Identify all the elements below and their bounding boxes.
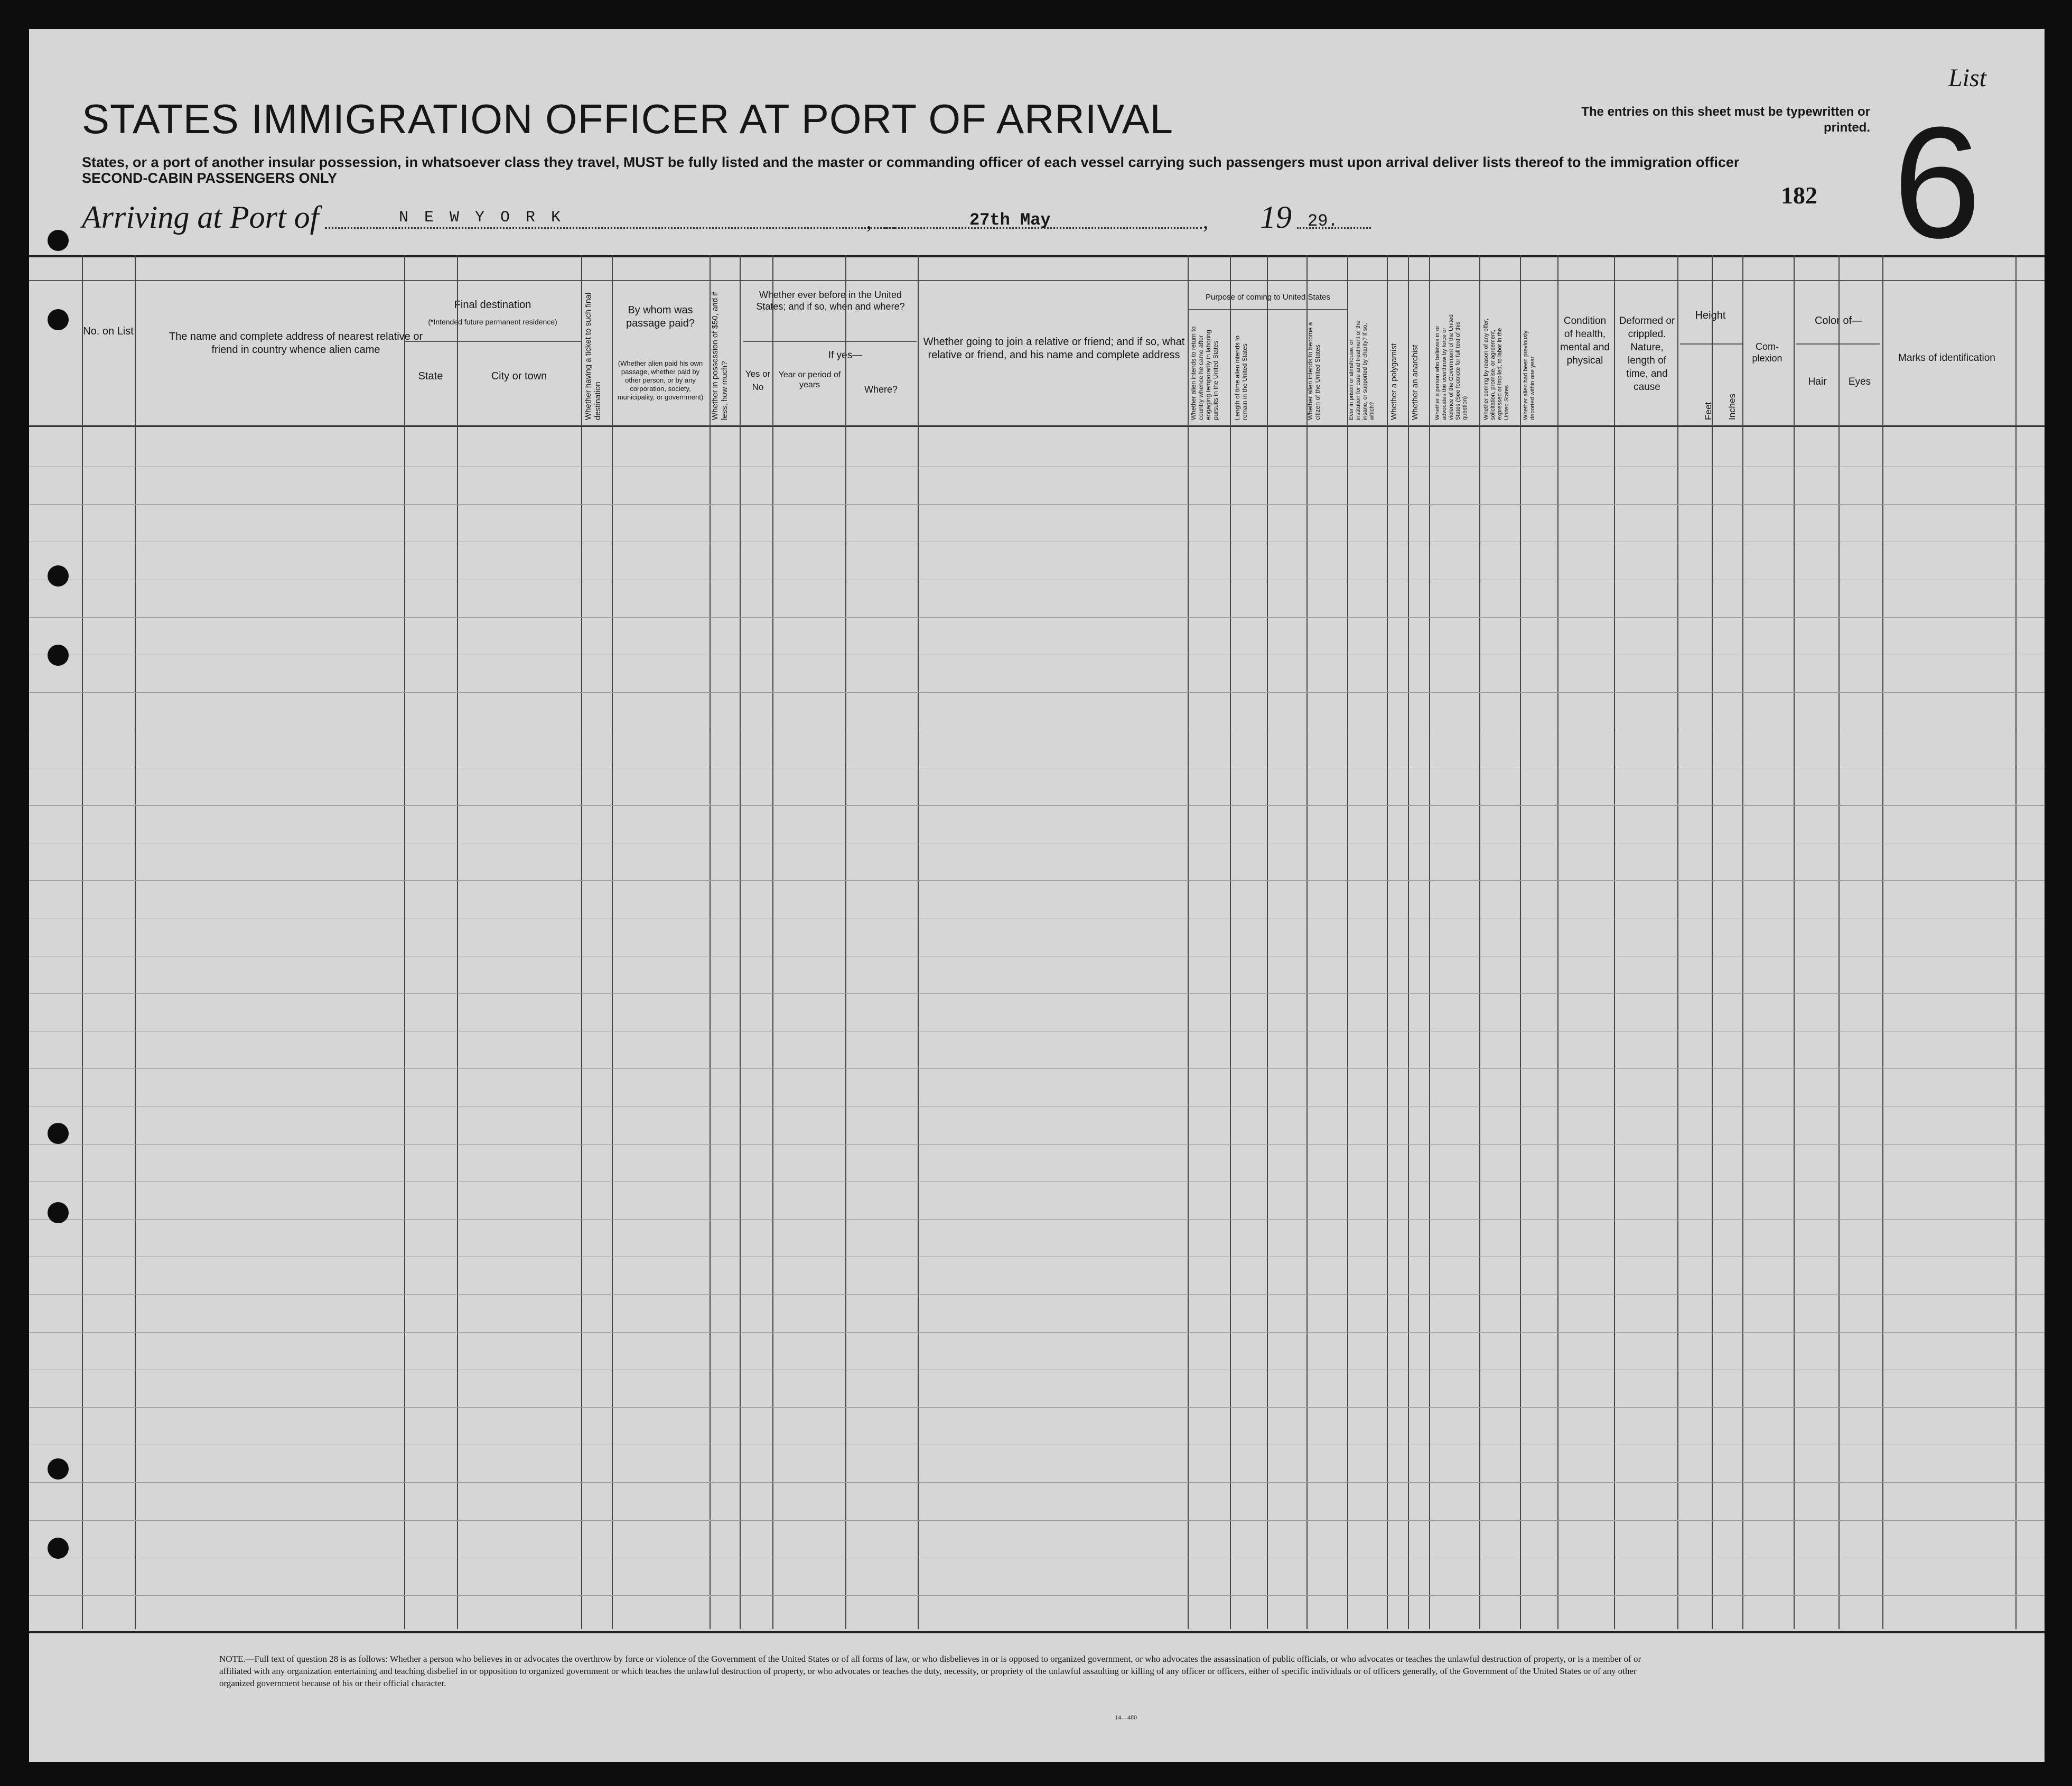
- column-rule: [1188, 255, 1189, 1629]
- entries-note: The entries on this sheet must be typewritten or printed.: [1581, 105, 1870, 135]
- instructions-line-1: States, or a port of another insular possession, in whatsoever class they travel, MUST be fully listed and the master or commanding officer of each vessel carrying such passengers must upon arrival deliver lists thereof to the immigration officer: [82, 154, 1740, 170]
- footnote-question-28: NOTE.—Full text of question 28 is as follows: Whether a person who believes in or advocates the overthrow by force or violence of the Government of the United States or of all forms of law, or who disbelieves in or is opposed to organized government, or who advocates the assassination of public officials, or who advocates or teaches the unlawful destruction of property, or is a member of or affiliated with any organization entertaining and teaching disbelief in or opposition to organized government or which teaches the unlawful destruction of property, or who advocates or teaches the duty, necessity, or propriety of the unlawful assaulting or killing of any officer or officers, either of specific individuals or of officers generally, of the Government of the United States or of any other organized government because of his or their official character.: [219, 1654, 1641, 1688]
- row-rule: [29, 504, 2045, 505]
- header-no-on-list: No. on List: [83, 325, 134, 337]
- row-rule: [29, 1595, 2045, 1596]
- header-passage: By whom was passage paid?: [626, 304, 695, 329]
- binder-hole: [48, 645, 69, 666]
- port-underline: [325, 227, 895, 229]
- row-rule: [29, 1482, 2045, 1483]
- column-rule: [772, 255, 773, 1629]
- header-final-destination: Final destination: [454, 299, 531, 311]
- comma-2: ,: [1203, 209, 1208, 233]
- column-rule: [404, 255, 405, 1629]
- header-question-28: Whether a person who believes in or advocates the overthrow by force or violence of the Government of the United States (See footnote for full text of this question): [1434, 314, 1468, 420]
- column-rule: [457, 255, 458, 1629]
- header-hair: Hair: [1808, 376, 1827, 387]
- binder-hole: [48, 1538, 69, 1559]
- row-rule: [29, 1219, 2045, 1220]
- row-rule: [29, 880, 2045, 881]
- height-rule: [1680, 343, 1742, 345]
- column-rule: [1306, 255, 1308, 1629]
- header-relative: The name and complete address of nearest relative or friend in country whence alien came: [169, 331, 423, 356]
- header-health: Condition of health, mental and physical: [1560, 315, 1610, 366]
- column-rule: [1838, 255, 1840, 1629]
- column-rule: [1742, 255, 1743, 1629]
- column-rule: [1267, 255, 1268, 1629]
- header-purpose-citizen: Whether alien intends to become a citizen of the United States: [1306, 322, 1321, 420]
- column-rule: [845, 255, 846, 1629]
- binder-hole: [48, 1123, 69, 1144]
- header-feet: Feet: [1703, 402, 1713, 420]
- row-rule: [29, 1144, 2045, 1145]
- row-rule: [29, 993, 2045, 994]
- year-prefix: 19: [1260, 200, 1292, 235]
- header-final-destination-note: (*Intended future permanent residence): [428, 318, 557, 326]
- header-question-29: Whether coming by reason of any offer, solicitation, promise, or agreement, expressed or implied, to labor in the United States: [1483, 319, 1510, 420]
- page-title: STATES IMMIGRATION OFFICER AT PORT OF ARRIVAL: [82, 96, 1174, 142]
- header-joining: Whether going to join a relative or friend; and if so, what relative or friend, and his name and complete address: [923, 336, 1185, 361]
- port-value: N E W Y O R K: [399, 209, 564, 227]
- column-rule: [1520, 255, 1521, 1629]
- header-money: Whether in possession of $50, and if less, how much?: [711, 292, 729, 420]
- color-rule: [1796, 343, 1880, 345]
- header-complexion: Com- plexion: [1752, 341, 1782, 364]
- header-marks: Marks of identification: [1898, 352, 1995, 364]
- header-city: City or town: [491, 370, 547, 382]
- header-height: Height: [1695, 310, 1726, 321]
- header-where: Where?: [864, 384, 898, 395]
- header-yes-or-no: Yes or No: [745, 369, 771, 392]
- column-rule: [1882, 255, 1883, 1629]
- column-rule: [1677, 255, 1678, 1629]
- column-rule: [581, 255, 582, 1629]
- header-purpose-return: Whether alien intends to return to country whence he came after engaging temporarily in laboring pursuits in the United States: [1190, 326, 1219, 420]
- sheet-number: 182: [1781, 182, 1817, 209]
- column-rule: [710, 255, 711, 1629]
- row-rule: [29, 1332, 2045, 1333]
- column-rule: [1408, 255, 1409, 1629]
- row-rule: [29, 692, 2045, 693]
- header-question-30: Whether alien had been previously deported within one year: [1523, 330, 1536, 420]
- column-rule: [1794, 255, 1795, 1629]
- date-value: 27th May: [969, 210, 1051, 230]
- dest-rule: [404, 341, 581, 342]
- column-rule: [1614, 255, 1615, 1629]
- binder-hole: [48, 565, 69, 587]
- header-purpose-length: Length of time alien intends to remain in the United States: [1234, 335, 1248, 420]
- header-polygamist: Whether a polygamist: [1389, 343, 1398, 420]
- purpose-rule: [1189, 309, 1347, 310]
- binder-hole: [48, 309, 69, 330]
- row-rule: [29, 1294, 2045, 1295]
- row-rule: [29, 617, 2045, 618]
- header-inches: Inches: [1727, 393, 1737, 420]
- header-purpose: Purpose of coming to United States: [1206, 293, 1330, 302]
- list-label: List: [1948, 64, 1986, 92]
- column-rule: [612, 255, 613, 1629]
- instructions-line-2: SECOND-CABIN PASSENGERS ONLY: [82, 170, 338, 186]
- column-rule: [1479, 255, 1480, 1629]
- binder-hole: [48, 230, 69, 251]
- column-rule: [1230, 255, 1231, 1629]
- form-code: 14—480: [1115, 1714, 1137, 1721]
- list-number: 6: [1893, 94, 1981, 271]
- binder-hole: [48, 1202, 69, 1223]
- header-passage-note: (Whether alien paid his own passage, whether paid by other person, or by any corporation, society, municipality, or government): [617, 359, 704, 401]
- header-deformed: Deformed or crippled. Nature, length of time, and cause: [1619, 315, 1675, 393]
- header-anarchist: Whether an anarchist: [1411, 345, 1420, 420]
- year-value: 29.: [1308, 211, 1338, 231]
- comma: ,: [866, 209, 872, 233]
- header-state: State: [418, 370, 443, 382]
- column-rule: [135, 255, 136, 1629]
- column-rule: [1557, 255, 1558, 1629]
- row-rule: [29, 805, 2045, 806]
- column-rule: [1347, 255, 1348, 1629]
- header-if-yes: If yes—: [828, 350, 863, 361]
- column-rule: [1387, 255, 1388, 1629]
- header-year-period: Year or period of years: [778, 370, 841, 389]
- row-rule: [29, 1407, 2045, 1408]
- header-color-of: Color of—: [1814, 315, 1863, 327]
- column-rule: [918, 255, 919, 1629]
- column-rule: [740, 255, 741, 1629]
- manifest-sheet: [29, 29, 2045, 1762]
- port-label: Arriving at Port of: [82, 200, 319, 235]
- header-prison: Ever in prison or almshouse, or institution for care and treatment of the insane, or supported by charity? If so, which?: [1348, 320, 1375, 420]
- column-rule: [1712, 255, 1713, 1629]
- column-rule: [2015, 255, 2017, 1629]
- before-rule: [743, 341, 917, 342]
- row-rule: [29, 1520, 2045, 1521]
- header-eyes: Eyes: [1848, 376, 1871, 387]
- column-rule: [82, 255, 83, 1629]
- header-before: Whether ever before in the United States; and if so, when and where?: [756, 290, 905, 312]
- row-rule: [29, 1068, 2045, 1069]
- header-ticket: Whether having a ticket to such final destination: [584, 293, 602, 420]
- column-rule: [1429, 255, 1430, 1629]
- binder-hole: [48, 1458, 69, 1480]
